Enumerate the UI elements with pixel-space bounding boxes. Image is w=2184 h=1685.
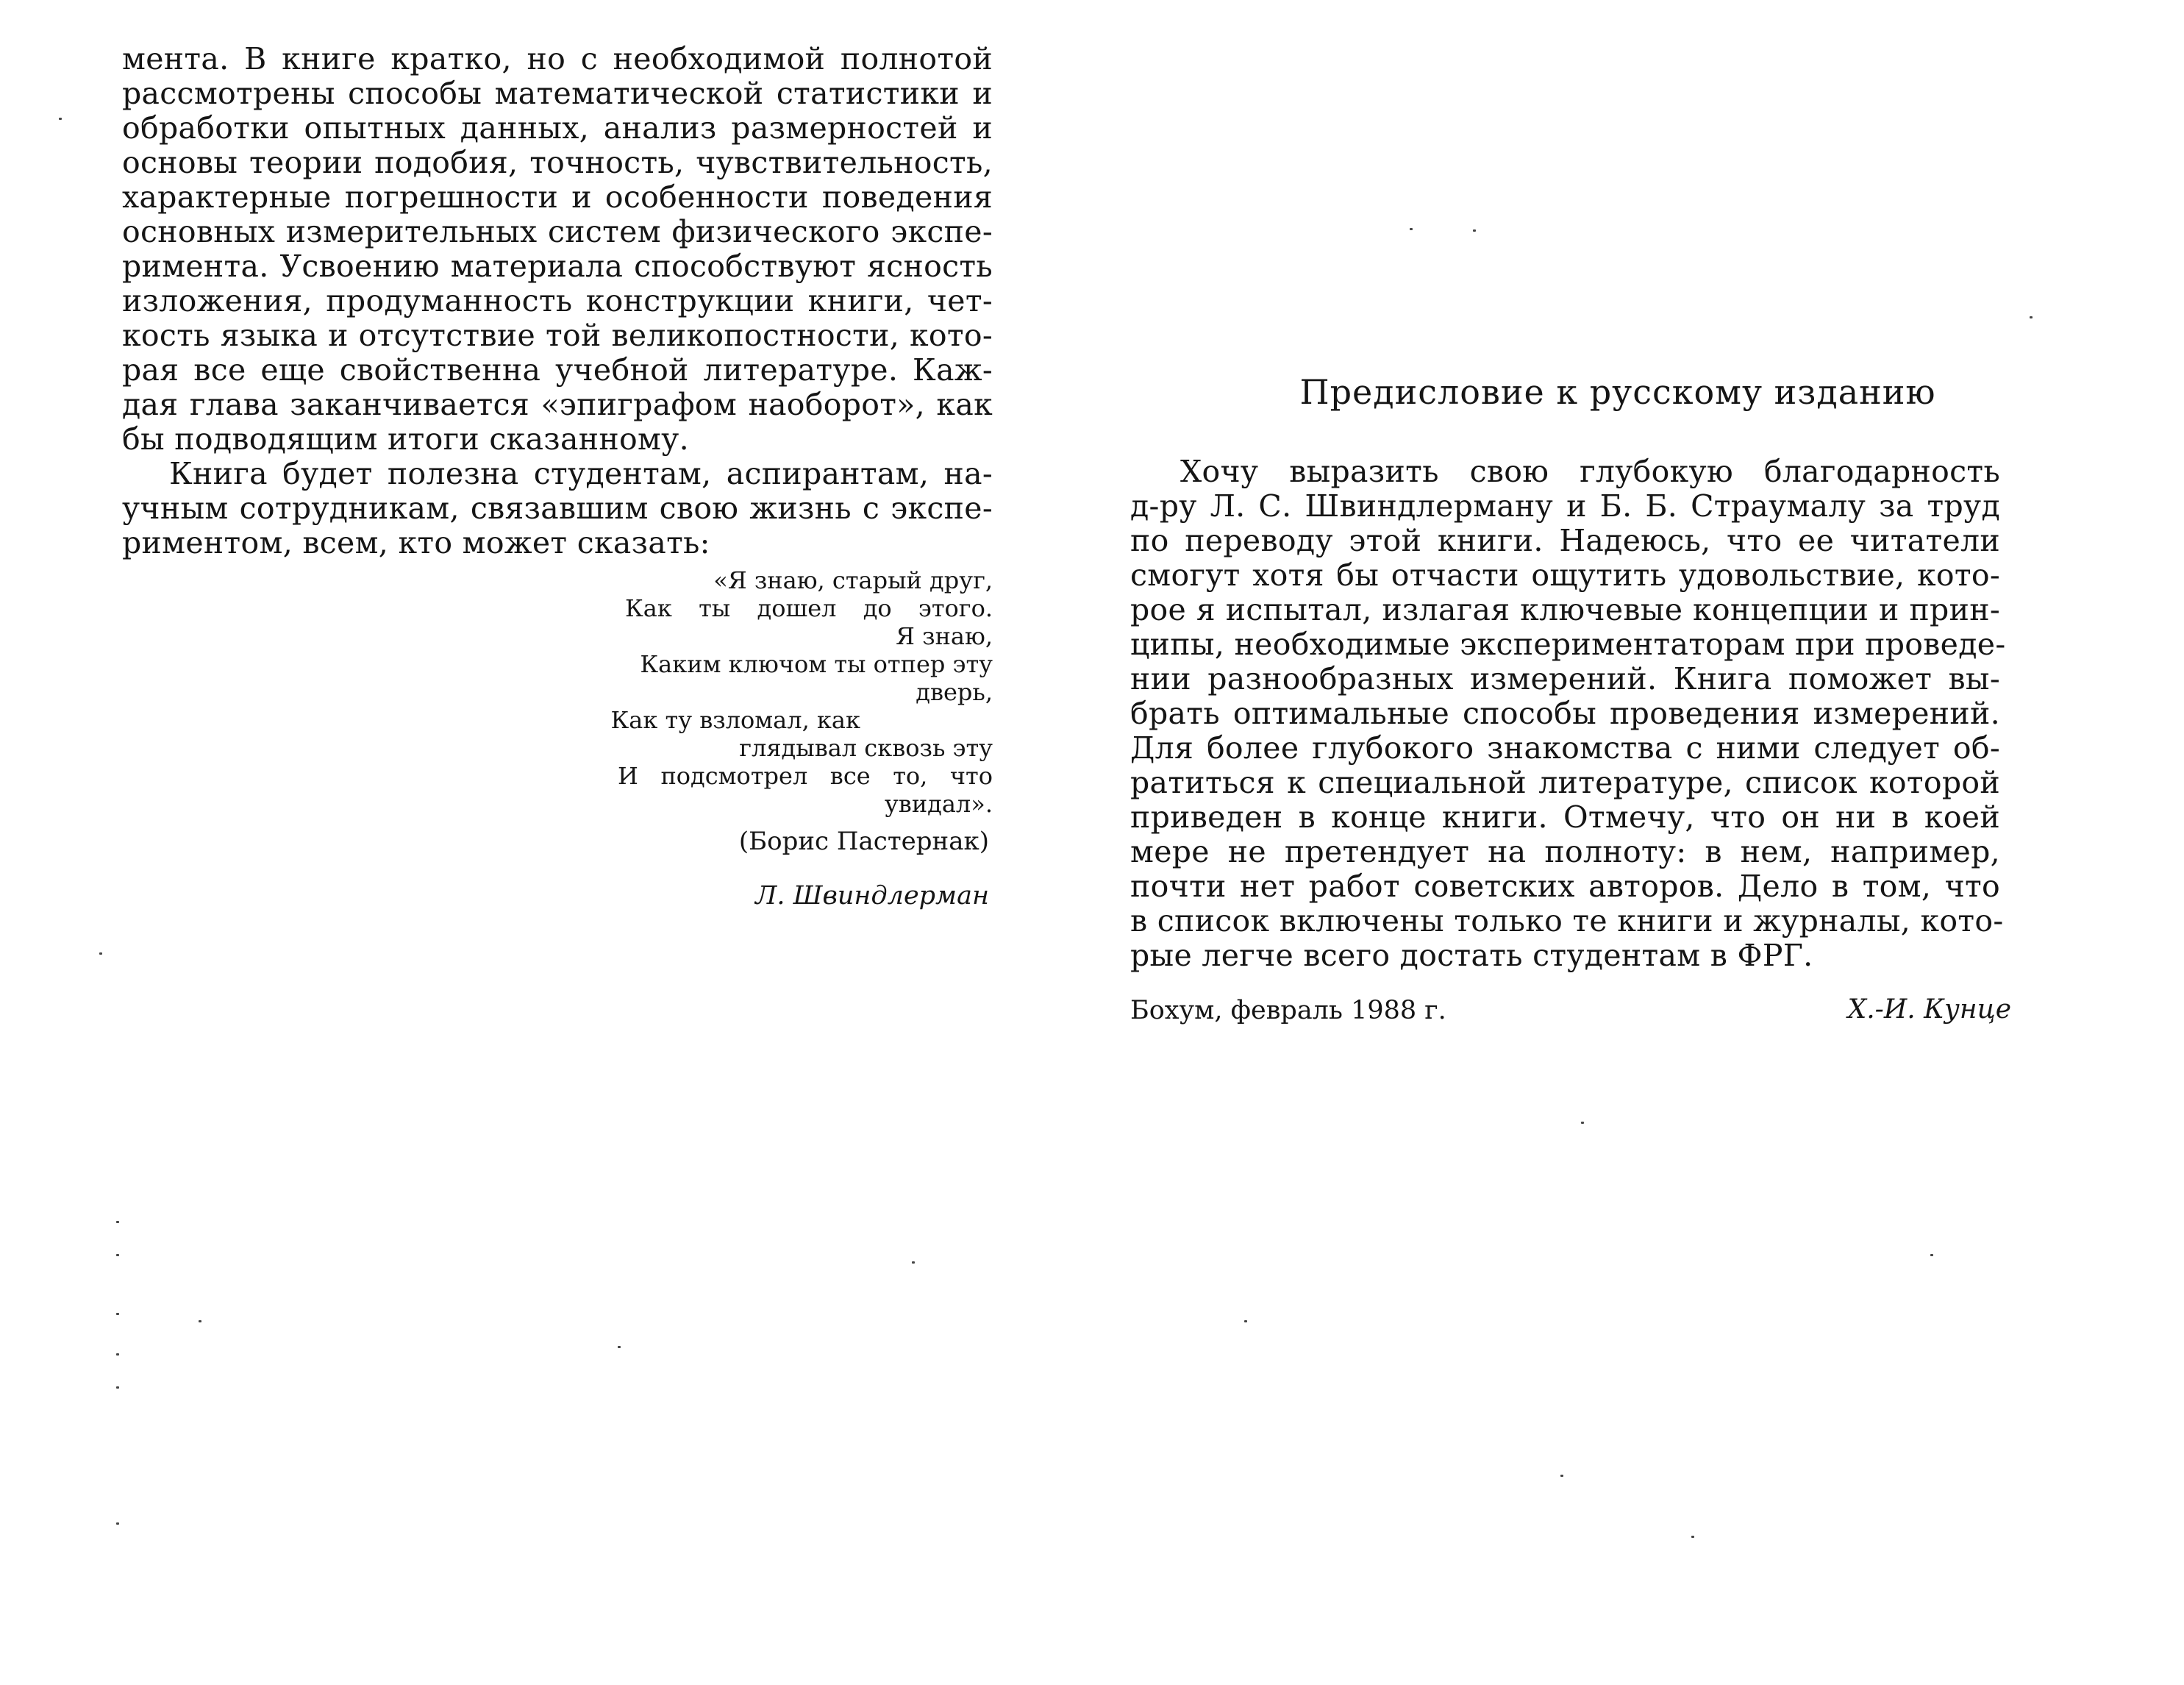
text-line: смогут хотя бы отчасти ощутить удовольствие, кото- bbox=[1130, 557, 2000, 593]
scan-speck bbox=[2030, 316, 2033, 318]
place-date: Бохум, февраль 1988 г. bbox=[1130, 996, 1446, 1025]
poem-line: глядывал сквозь эту bbox=[739, 734, 993, 762]
poem-line: дверь, bbox=[916, 678, 993, 706]
scan-speck bbox=[1581, 1122, 1584, 1124]
poem-line: увидал». bbox=[884, 790, 993, 818]
translator-signature: Л. Швиндлерман bbox=[755, 881, 989, 911]
scan-speck bbox=[618, 1346, 621, 1348]
text-line: учным сотрудникам, связавшим свою жизнь с экспе- bbox=[122, 491, 993, 526]
page-title: Предисловие к русскому изданию bbox=[1299, 372, 1936, 412]
scan-speck bbox=[59, 118, 62, 120]
text-line: ципы, необходимые экспериментаторам при проведе- bbox=[1130, 627, 2006, 662]
poem-line: Как ту взломал, как bbox=[610, 706, 860, 734]
author-signature: Х.-И. Кунце bbox=[1847, 994, 2011, 1025]
text-line: рая все еще свойственна учебной литературе. Каж- bbox=[122, 352, 993, 388]
text-line: основных измерительных систем физического экспе- bbox=[122, 214, 993, 249]
text-line: бы подводящим итоги сказанному. bbox=[122, 421, 689, 457]
text-line: нии разнообразных измерений. Книга поможет вы- bbox=[1130, 661, 2000, 697]
text-line: почти нет работ советских авторов. Дело в том, что bbox=[1130, 869, 2000, 904]
text-line: изложения, продуманность конструкции книги, чет- bbox=[122, 283, 993, 318]
text-line: мере не претендует на полноту: в нем, например, bbox=[1130, 834, 2000, 869]
right-page bbox=[1092, 0, 2184, 1685]
scan-speck bbox=[116, 1313, 119, 1315]
text-line: основы теории подобия, точность, чувствительность, bbox=[122, 145, 993, 180]
text-line: характерные погрешности и особенности поведения bbox=[122, 179, 993, 215]
scan-speck bbox=[116, 1386, 119, 1389]
scan-speck bbox=[1560, 1475, 1563, 1477]
text-line: рые легче всего достать студентам в ФРГ. bbox=[1130, 938, 1813, 973]
scan-speck bbox=[1691, 1536, 1694, 1538]
scan-speck bbox=[99, 952, 102, 955]
text-line: д-ру Л. С. Швиндлерману и Б. Б. Страумалу за труд bbox=[1130, 488, 2000, 524]
scan-speck bbox=[116, 1522, 119, 1525]
text-line: обработки опытных данных, анализ размерностей и bbox=[122, 110, 993, 146]
text-line: ратиться к специальной литературе, список которой bbox=[1130, 765, 2000, 800]
text-line: дая глава заканчивается «эпиграфом наоборот», как bbox=[122, 387, 993, 422]
scan-speck bbox=[912, 1261, 915, 1264]
poem-line: «Я знаю, старый друг, bbox=[713, 566, 993, 594]
scan-speck bbox=[1410, 228, 1413, 230]
text-line: мента. В книге кратко, но с необходимой полнотой bbox=[122, 41, 993, 76]
text-line: по переводу этой книги. Надеюсь, что ее читатели bbox=[1130, 523, 2000, 558]
text-line: Книга будет полезна студентам, аспирантам, на- bbox=[169, 456, 993, 491]
scan-speck bbox=[199, 1320, 201, 1322]
poem-attribution: (Борис Пастернак) bbox=[738, 827, 989, 856]
text-line: рассмотрены способы математической статистики и bbox=[122, 76, 993, 111]
poem-line: Как ты дошел до этого. bbox=[625, 594, 993, 622]
text-line: приведен в конце книги. Отмечу, что он ни в коей bbox=[1130, 799, 2000, 835]
text-line: Для более глубокого знакомства с ними следует об- bbox=[1130, 730, 2000, 766]
text-line: в список включены только те книги и журналы, кото- bbox=[1130, 903, 2004, 938]
text-line: римента. Усвоению материала способствуют ясность bbox=[122, 249, 993, 284]
poem-line: И подсмотрел все то, что bbox=[618, 762, 993, 790]
text-line: рое я испытал, излагая ключевые концепции и прин- bbox=[1130, 592, 2000, 627]
scan-speck bbox=[1244, 1320, 1247, 1322]
scan-speck bbox=[1473, 229, 1476, 232]
text-line: кость языка и отсутствие той великопостности, кото- bbox=[122, 318, 993, 353]
poem-line: Каким ключом ты отпер эту bbox=[640, 650, 993, 678]
scan-speck bbox=[116, 1221, 119, 1223]
text-line: Хочу выразить свою глубокую благодарность bbox=[1180, 454, 2000, 489]
text-line: риментом, всем, кто может сказать: bbox=[122, 525, 710, 560]
scan-speck bbox=[116, 1353, 119, 1356]
text-line: брать оптимальные способы проведения измерений. bbox=[1130, 696, 2000, 731]
poem-line: Я знаю, bbox=[896, 622, 993, 650]
scan-speck bbox=[1930, 1254, 1933, 1256]
scan-speck bbox=[116, 1254, 119, 1256]
